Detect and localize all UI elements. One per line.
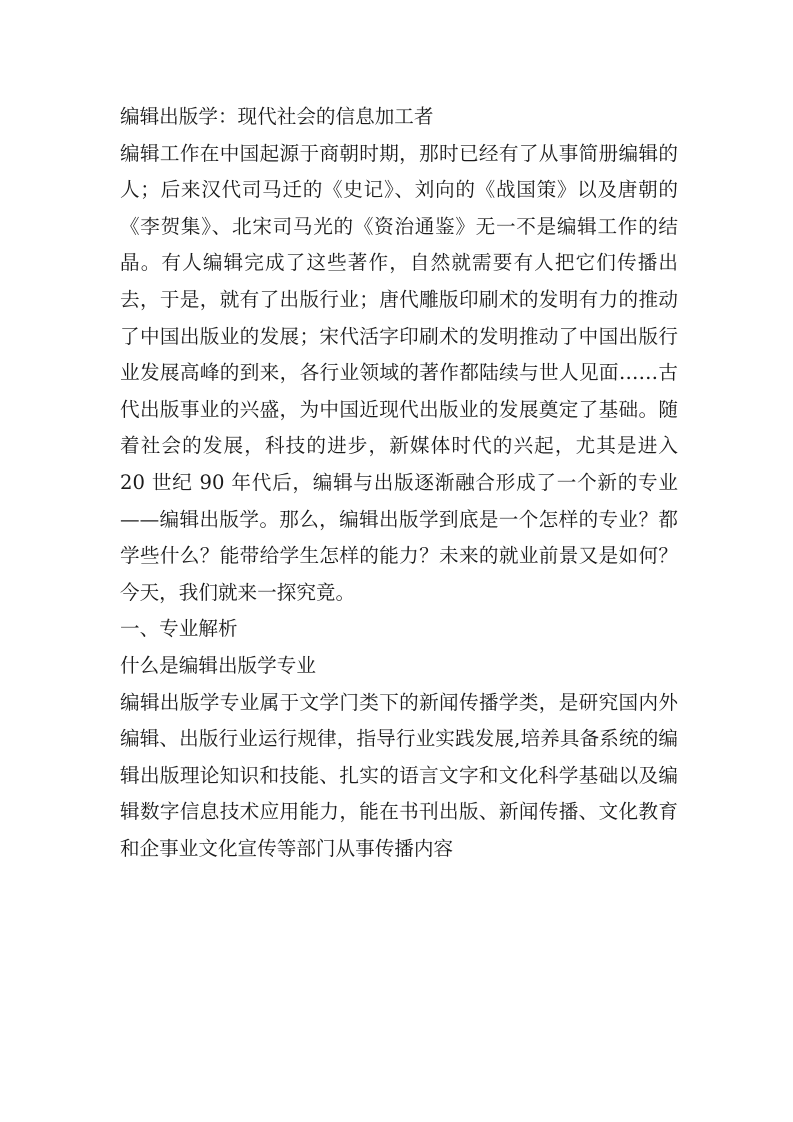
intro-paragraph: 编辑工作在中国起源于商朝时期，那时已经有了从事简册编辑的人；后来汉代司马迁的《史记》、刘向的《战国策》以及唐朝的《李贺集》、北宋司马光的《资治通鉴》无一不是编辑工作的结晶。有人编辑完成了这些著作，自然就需要有人把它们传播出去，于是，就有了出版行业；唐代雕版印刷术的发明有力的推动了中国出版业的发展；宋代活字印刷术的发明推动了中国出版行业发展高峰的到来，各行业领域的著作都陆续与世人见面……古代出版事业的兴盛，为中国近现代出版业的发展奠定了基础。随着社会的发展，科技的进步，新媒体时代的兴起，尤其是进入 20 世纪 90 年代后，编辑与出版逐渐融合形成了一个新的专业——编辑出版学。那么，编辑出版学到底是一个怎样的专业？都学些什么？能带给学生怎样的能力？未来的就业前景又是如何？今天，我们就来一探究竟。: [120, 141, 678, 604]
document-title: 编辑出版学：现代社会的信息加工者: [120, 105, 434, 128]
section-paragraph: 编辑出版学专业属于文学门类下的新闻传播学类，是研究国内外编辑、出版行业运行规律，指导行业实践发展,培养具备系统的编辑出版理论知识和技能、扎实的语言文字和文化科学基础以及编辑数字信息技术应用能力，能在书刊出版、新闻传播、文化教育和企事业文化宣传等部门从事传播内容: [120, 690, 678, 860]
subsection-heading: 什么是编辑出版学专业: [120, 653, 316, 677]
document-body: [120, 99, 678, 867]
section-heading: 一、专业解析: [120, 617, 238, 641]
